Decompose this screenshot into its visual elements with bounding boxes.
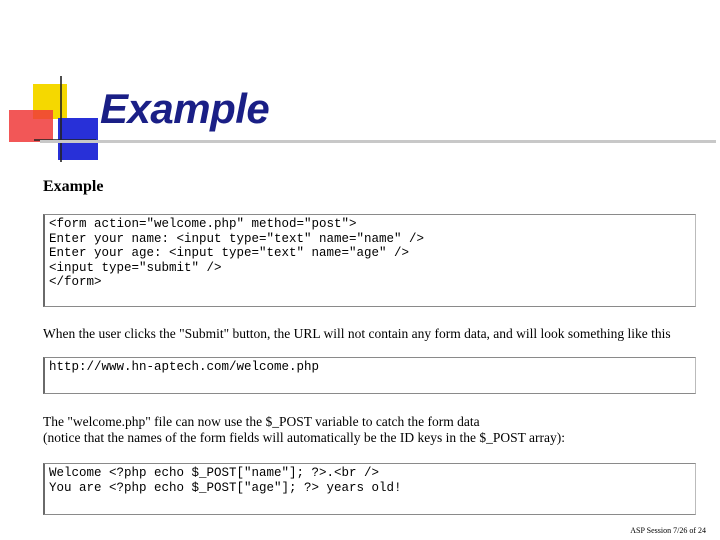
code-line: </form> [49, 275, 102, 289]
code-line: <form action="welcome.php" method="post"> [49, 217, 357, 231]
code-line: Enter your age: <input type="text" name="age" /> [49, 246, 410, 260]
slide-logo-graphic [0, 0, 100, 170]
post-explanation-line: The "welcome.php" file can now use the $_POST variable to catch the form data [43, 414, 480, 429]
title-divider [40, 140, 716, 143]
code-line: Welcome <?php echo $_POST["name"]; ?>.<br /> [49, 466, 380, 480]
section-heading: Example [43, 178, 104, 195]
url-code-block [43, 357, 696, 394]
url-text: http://www.hn-aptech.com/welcome.php [49, 360, 320, 374]
code-line: <input type="submit" /> [49, 260, 222, 275]
code-line: You are <?php echo $_POST["age"]; ?> years old! [49, 480, 402, 495]
post-explanation-line: (notice that the names of the form fields will automatically be the ID keys in the $_POST array): [43, 430, 565, 445]
slide-footer: ASP Session 7/26 of 24 [630, 526, 706, 535]
php-code-block [43, 463, 696, 515]
form-code-block [43, 214, 696, 307]
slide-title: Example [100, 85, 270, 132]
code-line: Enter your name: <input type="text" name="name" /> [49, 231, 425, 246]
submit-explanation: When the user clicks the "Submit" button, the URL will not contain any form data, and will look something like this [43, 326, 671, 341]
post-explanation [43, 414, 565, 446]
